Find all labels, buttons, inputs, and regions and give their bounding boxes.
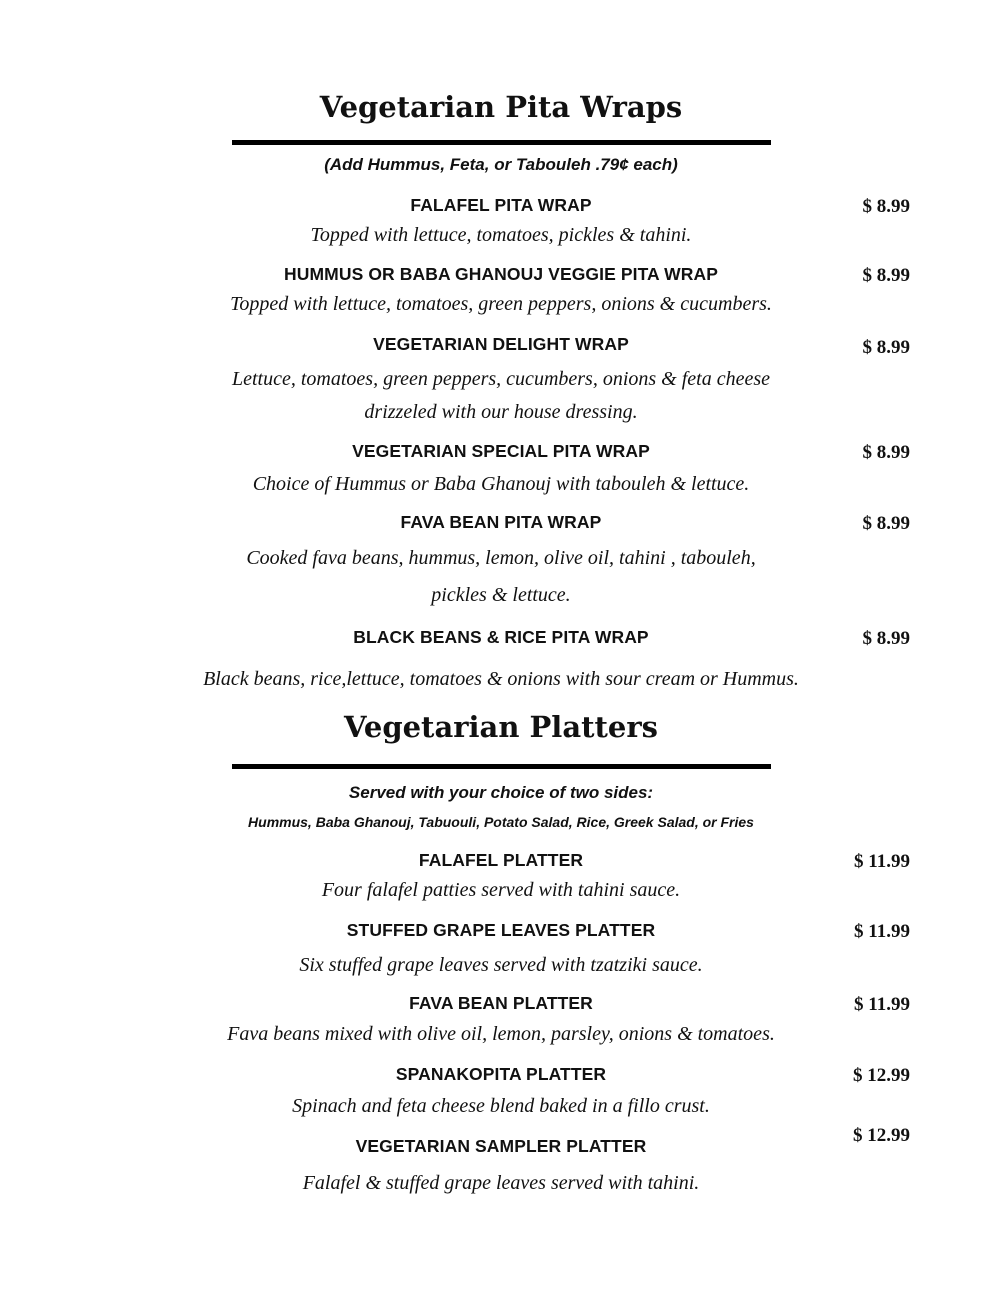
menu-item-description: Spinach and feta cheese blend baked in a fillo crust. xyxy=(292,1095,710,1117)
menu-item-description: Topped with lettuce, tomatoes, green peppers, onions & cucumbers. xyxy=(230,293,772,315)
menu-item-description: drizzeled with our house dressing. xyxy=(364,401,638,423)
menu-item-price: $ 8.99 xyxy=(862,337,910,358)
menu-item-name: FAVA BEAN PITA WRAP xyxy=(400,512,602,532)
menu-item-name: VEGETARIAN SPECIAL PITA WRAP xyxy=(352,441,650,461)
menu-item-description: Falafel & stuffed grape leaves served with tahini. xyxy=(302,1172,700,1194)
menu-item-name: FAVA BEAN PLATTER xyxy=(409,993,593,1013)
menu-item-name: VEGETARIAN DELIGHT WRAP xyxy=(373,334,629,354)
menu-item-description: Four falafel patties served with tahini sauce. xyxy=(321,879,681,901)
menu-item-description: pickles & lettuce. xyxy=(431,584,571,606)
section-title-pita-wraps: Vegetarian Pita Wraps xyxy=(319,90,683,124)
menu-item-name: STUFFED GRAPE LEAVES PLATTER xyxy=(346,920,656,940)
menu-item-name: SPANAKOPITA PLATTER xyxy=(395,1064,607,1084)
menu-item-description: Lettuce, tomatoes, green peppers, cucumbers, onions & feta cheese xyxy=(231,368,771,390)
menu-item-price: $ 8.99 xyxy=(862,265,910,286)
menu-item-price: $ 12.99 xyxy=(853,1125,910,1146)
menu-item-price: $ 8.99 xyxy=(862,513,910,534)
menu-item-price: $ 11.99 xyxy=(854,921,910,942)
menu-item-price: $ 11.99 xyxy=(854,994,910,1015)
menu-item-price: $ 11.99 xyxy=(854,851,910,872)
sides-note: Served with your choice of two sides: xyxy=(348,783,654,802)
menu-item-description: Six stuffed grape leaves served with tzatziki sauce. xyxy=(299,954,703,976)
menu-item-price: $ 12.99 xyxy=(853,1065,910,1086)
menu-item-name: FALAFEL PLATTER xyxy=(418,850,584,870)
menu-item-name: FALAFEL PITA WRAP xyxy=(410,195,592,215)
menu-item-name: HUMMUS OR BABA GHANOUJ VEGGIE PITA WRAP xyxy=(284,264,718,284)
section-divider xyxy=(232,140,771,145)
menu-item-name: BLACK BEANS & RICE PITA WRAP xyxy=(353,627,649,647)
section-title-platters: Vegetarian Platters xyxy=(344,710,658,744)
menu-item-price: $ 8.99 xyxy=(862,442,910,463)
menu-item-description: Black beans, rice,lettuce, tomatoes & onions with sour cream or Hummus. xyxy=(203,668,799,690)
menu-item-description: Fava beans mixed with olive oil, lemon, parsley, onions & tomatoes. xyxy=(227,1023,775,1045)
sides-list: Hummus, Baba Ghanouj, Tabuouli, Potato Salad, Rice, Greek Salad, or Fries xyxy=(248,814,754,830)
menu-item-price: $ 8.99 xyxy=(862,628,910,649)
menu-item-description: Cooked fava beans, hummus, lemon, olive oil, tahini , tabouleh, xyxy=(246,547,756,569)
section-divider xyxy=(232,764,771,769)
menu-item-description: Choice of Hummus or Baba Ghanouj with tabouleh & lettuce. xyxy=(252,473,750,495)
menu-item-price: $ 8.99 xyxy=(862,196,910,217)
add-ons-note: (Add Hummus, Feta, or Tabouleh .79¢ each) xyxy=(324,155,678,174)
menu-item-description: Topped with lettuce, tomatoes, pickles & tahini. xyxy=(310,224,692,246)
menu-item-name: VEGETARIAN SAMPLER PLATTER xyxy=(355,1136,647,1156)
